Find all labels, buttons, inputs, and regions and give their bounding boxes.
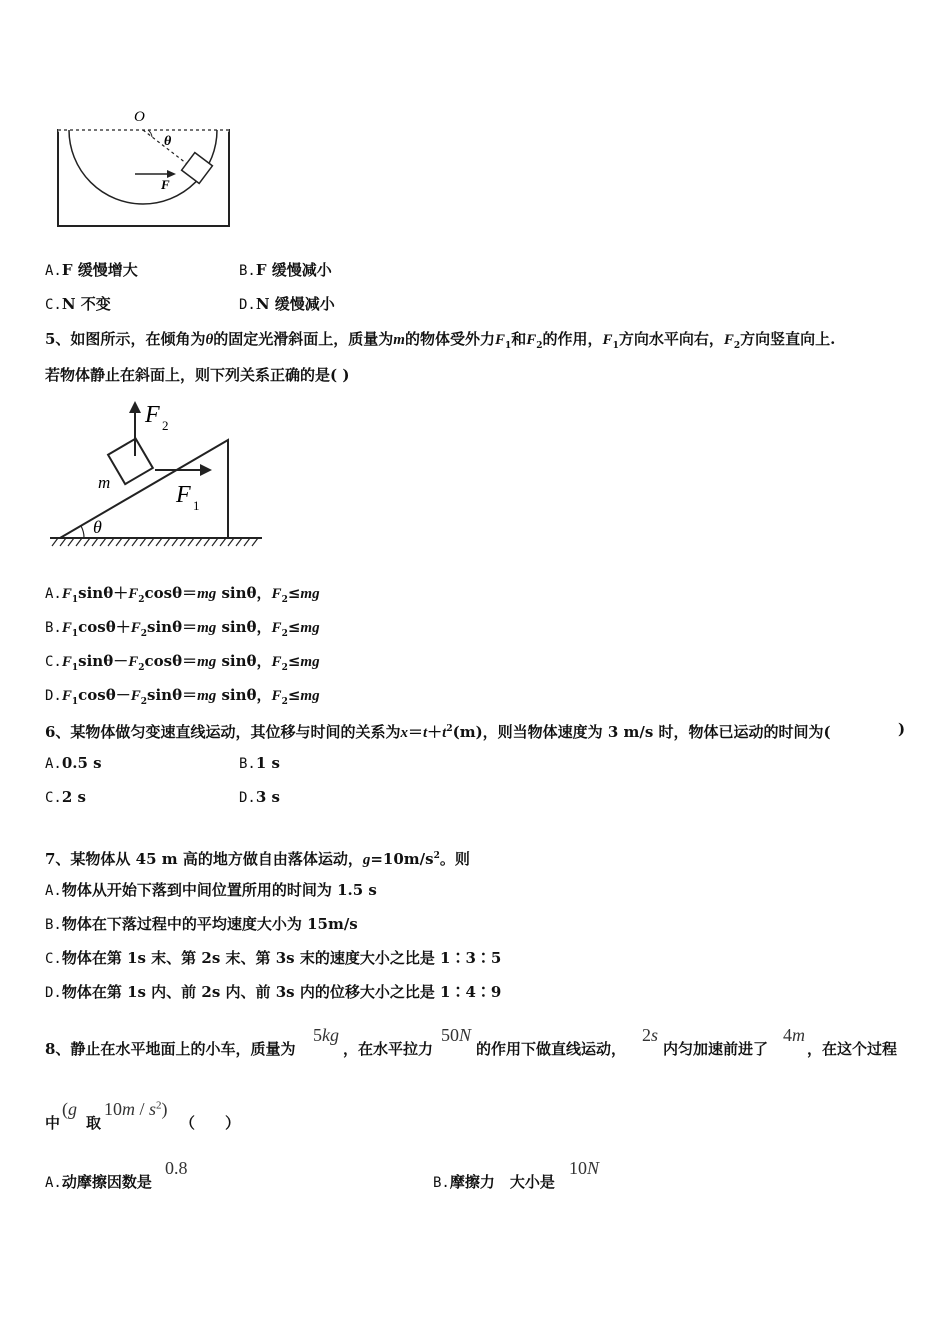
q5-option-c: $C.F_1\sin\theta-F_2\cos\theta=mg$ sinθ，$F_2\le mg$ [45, 652, 320, 673]
q8-option-a-value: 0.8 [165, 1158, 188, 1178]
q6-option-b: B.1 s [239, 754, 280, 772]
q6-option-a: A.0.5 s [45, 754, 102, 772]
q5-option-d: $D.F_1\cos\theta-F_2\sin\theta=mg$ sinθ，$F_2\le mg$ [45, 686, 320, 707]
q7-stem: 7、某物体从 45 m 高的地方做自由落体运动，$g=10m/s^2$。则 [45, 850, 470, 868]
q8-time: 2s [642, 1025, 659, 1045]
q6-close-paren: ) [898, 720, 906, 738]
q4-option-c: C.N 不变 [45, 295, 111, 313]
q8-stem-s3: 的作用下做直线运动， [476, 1040, 627, 1058]
fig5-label-m: m [98, 473, 111, 492]
fig5-label-f2-sub: 2 [162, 418, 169, 433]
q7-option-a: A.物体从开始下落到中间位置所用的时间为 1.5 s [45, 881, 377, 899]
fig5-label-theta: θ [93, 517, 102, 537]
q4-option-d: D.N 缓慢减小 [239, 295, 335, 313]
q5-stem-line1: 5、如图所示，在倾角为θ的固定光滑斜面上，质量为m的物体受外力$F_1$和$F_2$的作用，$F_1$方向水平向右，$F_2$方向竖直向上. [45, 330, 836, 351]
q5-option-b: $B.F_1\cos\theta+F_2\sin\theta=mg$ sinθ，$F_2\le mg$ [45, 618, 320, 639]
q8-mass: 5kg [313, 1025, 339, 1045]
q6-option-d: D.3 s [239, 788, 280, 806]
q6-option-c: C.2 s [45, 788, 86, 806]
q4-option-b: B.F 缓慢减小 [239, 261, 332, 279]
fig5-label-f1-sub: 1 [193, 498, 200, 513]
q4-option-a: A.F 缓慢增大 [45, 261, 138, 279]
q6-stem: 6、某物体做匀变速直线运动，其位移与时间的关系为$x=t+t^2(m)$，则当物体速度为 3 m/s 时，物体已运动的时间为( [45, 723, 831, 741]
q7-option-d: D.物体在第 1s 内、前 2s 内、前 3s 内的位移大小之比是 1∶4∶9 [45, 983, 502, 1001]
q7-option-b: B.物体在下落过程中的平均速度大小为 15m/s [45, 915, 358, 933]
q8-stem-s4: 内匀加速前进了 [663, 1040, 769, 1058]
fig4-label-o: O [134, 109, 145, 125]
q8-stem-s5: ，在这个过程 [807, 1040, 898, 1058]
q8-stem-line1: 8、静止在水平地面上的小车，质量为 [45, 1040, 296, 1058]
q8-option-a: A.动摩擦因数是 [45, 1173, 152, 1191]
fig5-label-f2: F [145, 402, 160, 428]
q8-option-b-value: 10N [569, 1158, 600, 1178]
q8-option-b: B.摩擦力 大小是 [433, 1173, 555, 1191]
fig4-label-f: F [161, 177, 170, 192]
q8-answer-blank: （ ） [180, 1114, 241, 1132]
q8-stem-s2: ，在水平拉力 [343, 1040, 434, 1058]
figure-incline [40, 395, 270, 555]
fig5-label-f1: F [176, 482, 191, 508]
q8-g-value: $10m / s^2$) [104, 1099, 168, 1119]
q8-take: 取 [86, 1114, 102, 1132]
q8-force: 50N [441, 1025, 472, 1045]
figure-bowl [40, 100, 250, 235]
q5-option-a: $A.F_1\sin\theta+F_2\cos\theta=mg$ sinθ，$F_2\le mg$ [45, 584, 320, 605]
fig4-label-theta: θ [164, 134, 172, 149]
q5-stem-line2: 若物体静止在斜面上，则下列关系正确的是( ) [45, 366, 350, 384]
q8-g-paren: (g [62, 1099, 77, 1119]
q8-stem-line2: 中 [45, 1114, 61, 1132]
q8-distance: 4m [783, 1025, 805, 1045]
q7-option-c: C.物体在第 1s 末、第 2s 末、第 3s 末的速度大小之比是 1∶3∶5 [45, 949, 502, 967]
